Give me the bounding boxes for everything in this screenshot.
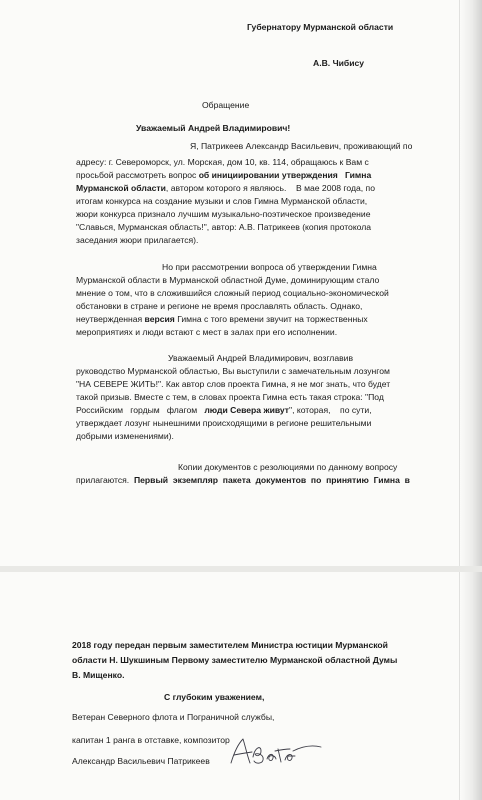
scan-edge-shadow [460,572,482,800]
paragraph-2-line: неутвержденная версия Гимна с того времени звучит на торжественных [76,314,368,324]
paragraph-1-line: Мурманской области, автором которого я являюсь. В мае 2008 года, по [76,183,375,193]
scan-edge-shadow [460,0,482,566]
signature-title-line-2: капитан 1 ранга в отставке, композитор [72,735,230,745]
scan-edge-line [459,0,460,566]
paragraph-1-line: итогам конкурса на создание музыки и слов Гимна Мурманской области, [76,196,368,206]
continuation-line: области Н. Шукшиным Первому заместителю Мурманской областной Думы [72,655,398,665]
paragraph-3-line: утверждает лозунг нынешними происходящими в регионе решительными [76,418,372,428]
paragraph-1-line: адресу: г. Североморск, ул. Морская, дом 10, кв. 114, обращаюсь к Вам с [76,157,369,167]
closing-phrase: С глубоким уважением, [164,692,265,702]
handwritten-signature [225,733,325,769]
signature-title-line-1: Ветеран Северного флота и Пограничной службы, [72,712,275,722]
paragraph-3-line: руководство Мурманской областью, Вы выступили с замечательным лозунгом [76,366,390,376]
paragraph-2-line: Мурманской области в Мурманской областной Думе, доминирующим стало [76,275,380,285]
paragraph-2-line: мероприятиях и люди встают с мест в залах при его исполнении. [76,327,338,337]
paragraph-3-line: Российским гордым флагом люди Севера живут", которая, по сути, [76,405,372,415]
paragraph-3-line: Уважаемый Андрей Владимирович, возглавив [168,353,354,363]
letter-title: Обращение [202,100,250,110]
continuation-line: В. Мищенко. [72,670,125,680]
paragraph-2-line: Но при рассмотрении вопроса об утверждении Гимна [162,262,377,272]
salutation: Уважаемый Андрей Владимирович! [136,123,291,133]
paragraph-3-line: "НА СЕВЕРЕ ЖИТЬ!". Как автор слов проекта Гимна, я не мог знать, что будет [76,379,391,389]
paragraph-1-line: заседания жюри прилагается). [76,235,199,245]
paragraph-1-line: "Славься, Мурманская область!", автор: А.В. Патрикеев (копия протокола [76,222,372,232]
paragraph-3-line: такой призыв. Вместе с тем, в словах проекта Гимна есть такая строка: "Под [76,392,384,402]
paragraph-4-line: прилагаются. Первый экземпляр пакета документов по принятию Гимна в [76,475,410,485]
paragraph-2-line: обстановки в стране и регионе не время прославлять область. Однако, [76,301,363,311]
addressee-line-1: Губернатору Мурманской области [247,22,394,32]
signer-name: Александр Васильевич Патрикеев [72,756,210,766]
paragraph-2-line: мнение о том, что в сложившийся сложный период социально-экономической [76,288,389,298]
paragraph-4-line: Копии документов с резолюциями по данному вопросу [178,462,398,472]
paragraph-3-line: добрыми изменениями). [76,431,174,441]
paragraph-1-line: жюри конкурса признало лучшим музыкально-поэтическое произведение [76,209,371,219]
scan-edge-line [459,572,460,800]
continuation-line: 2018 году передан первым заместителем Министра юстиции Мурманской [72,640,388,650]
paragraph-1-line: просьбой рассмотреть вопрос об инициировании утверждения Гимна [76,170,372,180]
addressee-line-2: А.В. Чибису [313,58,365,68]
paragraph-1-line: Я, Патрикеев Александр Васильевич, проживающий по [190,141,413,151]
